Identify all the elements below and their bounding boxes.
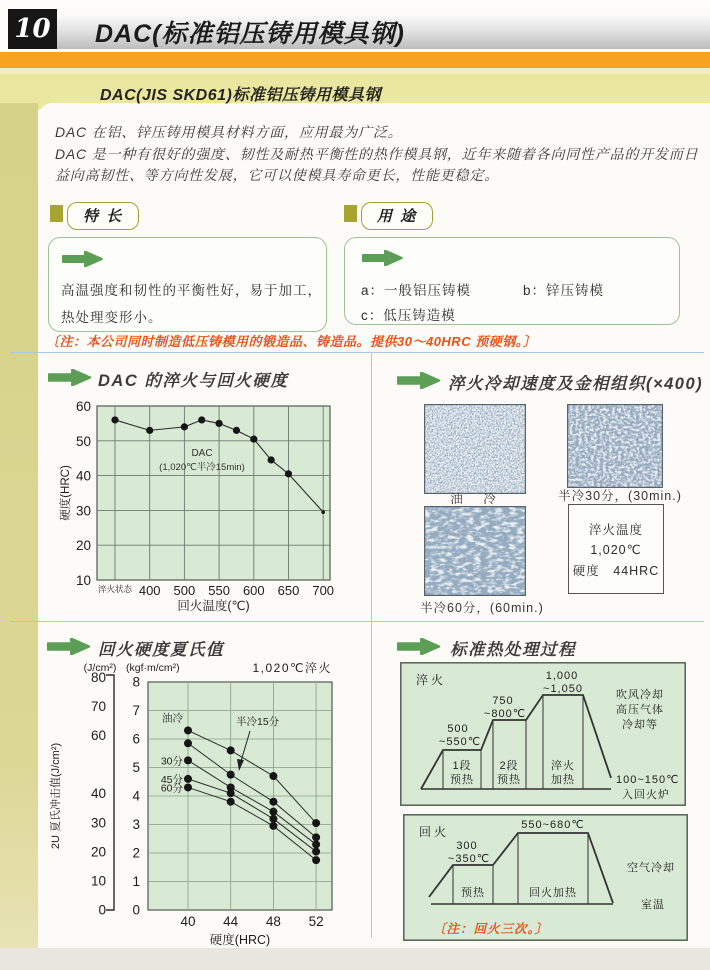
stage3-temp-1: 1,000 xyxy=(545,670,579,682)
info-line-3: 硬度 44HRC xyxy=(572,563,660,578)
svg-text:550: 550 xyxy=(208,583,230,598)
svg-text:0: 0 xyxy=(132,902,140,918)
svg-text:2: 2 xyxy=(132,845,140,861)
svg-text:4: 4 xyxy=(132,788,140,804)
svg-text:40: 40 xyxy=(180,914,196,929)
svg-text:0: 0 xyxy=(98,902,106,918)
svg-text:淬火状态: 淬火状态 xyxy=(97,584,133,594)
quench-info-box xyxy=(568,504,664,594)
usage-item-c: c：低压铸造模 xyxy=(361,308,456,323)
quench-label: 淬火 xyxy=(416,673,447,687)
svg-text:5: 5 xyxy=(132,760,140,775)
footnote: 〔注：本公司同时制造低压铸模用的锻造品、铸造品。提供30～40HRC 预硬钢。〕 xyxy=(46,334,537,349)
cooling-line-1: 吹风冷却 xyxy=(616,689,664,701)
features-line-1: 高温强度和韧性的平衡性好，易于加工， xyxy=(61,283,322,298)
micrograph-30min-label: 半冷30分，(30min.) xyxy=(558,489,682,503)
svg-text:600: 600 xyxy=(242,583,265,598)
intro-line-2: DAC 是一种有很好的强度、韧性及耐热平衡性的热作模具钢，近年来随着各向同性产品的开发而日 xyxy=(55,145,699,162)
features-arrow-icon xyxy=(61,251,105,267)
intro-paragraph xyxy=(55,122,698,187)
svg-text:80: 80 xyxy=(90,669,106,685)
svg-text:50: 50 xyxy=(75,433,91,449)
svg-text:半冷15分: 半冷15分 xyxy=(236,716,280,728)
svg-text:650: 650 xyxy=(277,583,300,598)
temper-cooling: 空气冷却 xyxy=(627,862,675,874)
svg-text:6: 6 xyxy=(132,731,140,747)
temper-stage2-temp: 550~680℃ xyxy=(521,819,585,831)
svg-text:8: 8 xyxy=(132,674,140,690)
stage1-name-1: 1段 xyxy=(452,760,472,772)
svg-text:60: 60 xyxy=(90,728,106,744)
svg-text:硬度(HRC): 硬度(HRC) xyxy=(209,933,271,947)
features-line-2: 热处理变形小。 xyxy=(61,310,163,325)
svg-text:硬度(HRC): 硬度(HRC) xyxy=(60,465,72,521)
svg-text:10: 10 xyxy=(75,573,91,588)
micrograph-60min-label: 半冷60分，(60min.) xyxy=(420,601,544,615)
temper-label: 回火 xyxy=(419,825,450,839)
stage3-name-2: 加热 xyxy=(551,774,575,786)
svg-text:1: 1 xyxy=(132,874,140,889)
accent-bar xyxy=(0,52,710,68)
svg-text:48: 48 xyxy=(265,914,281,929)
charpy-chart xyxy=(40,655,352,953)
svg-text:油冷: 油冷 xyxy=(162,712,183,725)
micro-arrow-icon xyxy=(397,372,441,389)
temper-end: 室温 xyxy=(641,899,665,911)
svg-text:20: 20 xyxy=(75,538,91,554)
micro-title: 淬火冷却速度及金相组织(×400) xyxy=(448,375,704,393)
stage1-name-2: 预热 xyxy=(450,774,474,786)
temper-stage1-name: 预热 xyxy=(461,887,485,899)
svg-text:(1,020℃半冷15min): (1,020℃半冷15min) xyxy=(159,462,245,473)
quench-end-1: 100~150℃ xyxy=(616,774,680,786)
info-line-1: 淬火温度 xyxy=(588,522,643,537)
divider-vertical xyxy=(371,353,372,938)
divider-horizontal-top xyxy=(10,352,704,353)
svg-text:30: 30 xyxy=(90,815,106,831)
svg-text:10: 10 xyxy=(90,873,106,889)
bottom-edge xyxy=(0,948,710,970)
temper-stage1-temp-1: 300 xyxy=(456,840,478,852)
micrograph-oil-cooled xyxy=(424,404,526,494)
svg-text:44: 44 xyxy=(223,914,239,929)
usage-box xyxy=(344,237,680,325)
micrograph-60min xyxy=(424,506,526,596)
quench-process-diagram xyxy=(400,662,686,806)
svg-text:400: 400 xyxy=(138,583,161,598)
intro-line-3: 益向高韧性、等方向性发展，它可以使模具寿命更长，性能更稳定。 xyxy=(55,167,499,183)
stage2-name-1: 2段 xyxy=(499,760,519,772)
title-bar xyxy=(57,14,710,49)
svg-text:40: 40 xyxy=(75,468,91,484)
stage3-temp-2: ~1,050 xyxy=(543,683,583,695)
stage3-name-1: 淬火 xyxy=(551,760,575,772)
svg-text:2U 夏氏冲击值(J/cm²): 2U 夏氏冲击值(J/cm²) xyxy=(50,742,62,850)
svg-text:30: 30 xyxy=(75,503,91,519)
svg-text:40: 40 xyxy=(90,786,106,802)
heat-arrow-icon xyxy=(397,638,441,655)
usage-bullet-square xyxy=(344,205,357,222)
temper-hardness-chart xyxy=(55,396,347,618)
page-subtitle: DAC(JIS SKD61)标准铝压铸用模具钢 xyxy=(100,87,381,104)
svg-text:DAC: DAC xyxy=(191,448,213,459)
svg-text:700: 700 xyxy=(312,583,335,598)
intro-line-1: DAC 在铝、锌压铸用模具材料方面，应用最为广泛。 xyxy=(55,124,403,140)
page-number: 10 xyxy=(8,9,57,49)
svg-text:45分: 45分 xyxy=(160,773,183,786)
svg-text:20: 20 xyxy=(90,844,106,860)
svg-text:3: 3 xyxy=(132,817,140,832)
temper-note: 〔注：回火三次。〕 xyxy=(433,922,549,936)
heat-title: 标准热处理过程 xyxy=(450,641,576,659)
chart3-title: 回火硬度夏氏值 xyxy=(98,641,224,659)
stage1-temp-2: ~550℃ xyxy=(438,736,482,748)
micrograph-oil-label: 油 冷 xyxy=(450,492,500,506)
temper-process-diagram xyxy=(403,814,688,941)
chart1-arrow-icon xyxy=(48,369,92,386)
stage2-name-2: 预热 xyxy=(497,774,521,786)
left-margin-strip xyxy=(0,103,38,948)
temper-stage1-temp-2: ~350℃ xyxy=(447,853,491,865)
svg-text:7: 7 xyxy=(132,703,140,718)
usage-item-b: b：锌压铸模 xyxy=(523,283,605,298)
chart3-arrow-icon xyxy=(47,638,91,655)
svg-text:60分: 60分 xyxy=(160,782,183,795)
page-title: DAC(标准铝压铸用模具钢) xyxy=(95,19,405,48)
svg-text:70: 70 xyxy=(90,698,106,714)
svg-text:1,020℃淬火: 1,020℃淬火 xyxy=(252,661,332,675)
info-line-2: 1,020℃ xyxy=(590,542,642,557)
svg-text:(kgf·m/cm²): (kgf·m/cm²) xyxy=(126,662,180,674)
features-bullet-square xyxy=(50,205,63,222)
usage-heading: 用 途 xyxy=(361,202,433,230)
cooling-line-2: 高压气体 xyxy=(616,704,664,716)
svg-text:(J/cm²): (J/cm²) xyxy=(83,662,117,674)
stage2-temp-2: ~800℃ xyxy=(483,708,527,720)
svg-text:500: 500 xyxy=(173,583,196,598)
stage2-temp-1: 750 xyxy=(492,695,514,707)
svg-text:30分: 30分 xyxy=(160,755,183,768)
svg-text:60: 60 xyxy=(75,399,91,414)
chart1-title: DAC 的淬火与回火硬度 xyxy=(98,372,289,390)
usage-item-a: a：一般铝压铸模 xyxy=(361,283,472,298)
divider-horizontal-middle xyxy=(10,621,704,622)
micrograph-30min xyxy=(567,404,663,488)
temper-stage2-name: 回火加热 xyxy=(529,887,577,899)
features-heading: 特 长 xyxy=(67,202,139,230)
svg-text:回火温度(℃): 回火温度(℃) xyxy=(177,599,250,613)
usage-arrow-icon xyxy=(361,250,405,266)
stage1-temp-1: 500 xyxy=(447,723,469,735)
svg-text:52: 52 xyxy=(308,914,324,929)
cooling-line-3: 冷却等 xyxy=(622,719,658,731)
quench-end-2: 入回火炉 xyxy=(622,789,670,801)
features-box xyxy=(48,237,327,332)
